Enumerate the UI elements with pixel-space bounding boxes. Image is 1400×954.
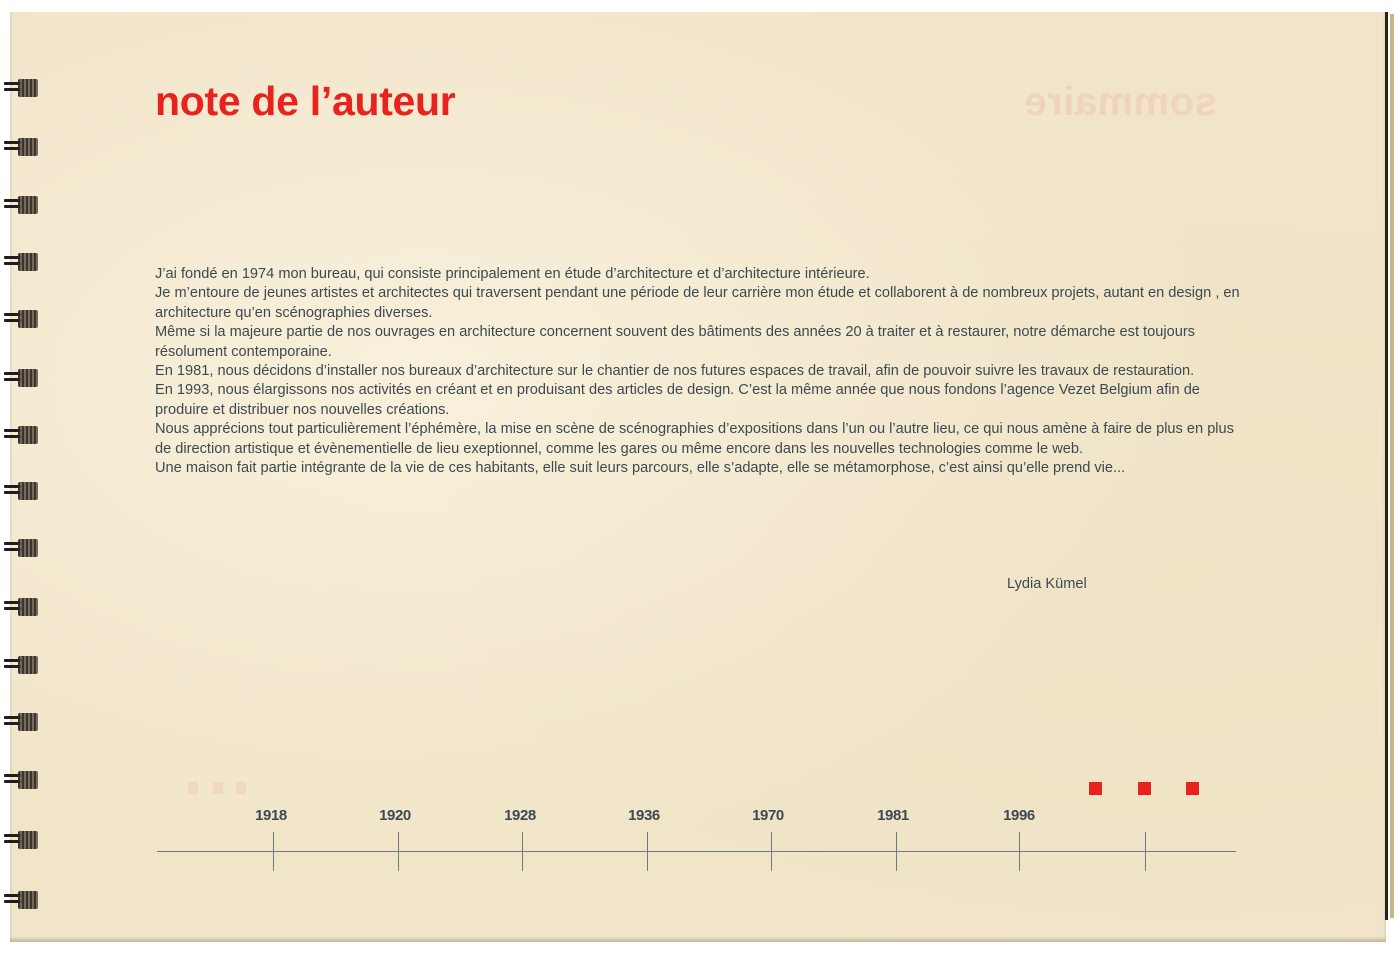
- author-note-body: [155, 265, 1245, 478]
- spiral-ring-icon: [4, 367, 40, 389]
- bleedthrough-title: sommaire: [1024, 80, 1217, 124]
- timeline-year-label: 1970: [752, 807, 784, 824]
- timeline-year-label: 1981: [877, 807, 909, 824]
- paragraph: Une maison fait partie intégrante de la vie de ces habitants, elle suit leurs parcours, elle s’adapte, elle se métamorphose, c’est ainsi qu’elle prend vie...: [155, 460, 1126, 477]
- timeline-year-label: 1996: [1003, 807, 1035, 824]
- spiral-ring-icon: [4, 136, 40, 158]
- page-edge-shadow: [1390, 14, 1394, 918]
- spiral-ring-icon: [4, 251, 40, 273]
- timeline-year-label: 1918: [255, 807, 287, 824]
- spiral-ring-icon: [4, 711, 40, 733]
- timeline-year-label: 1928: [504, 807, 536, 824]
- spiral-ring-icon: [4, 537, 40, 559]
- paragraph: Nous apprécions tout particulièrement l’éphémère, la mise en scène de scénographies d’expositions dans l’un ou l’autre lieu, ce qui nous amène à faire de plus en plus de direction artistique et évènementielle de lieu exeptionnel, comme les gares ou même encore dans les nouvelles technologies comme le web.: [155, 421, 1234, 457]
- spiral-ring-icon: [4, 596, 40, 618]
- paragraph: En 1993, nous élargissons nos activités en créant et en produisant des articles de design. C’est la même année que nous fondons l’agence Vezet Belgium afin de produire et distribuer nos nouvelles créations.: [155, 382, 1200, 418]
- author-signature: Lydia Kümel: [1007, 576, 1087, 592]
- spiral-ring-icon: [4, 424, 40, 446]
- paragraph: Je m’entoure de jeunes artistes et architectes qui traversent pendant une période de leur carrière mon étude et collaborent à de nombreux projets, autant en design , en architecture qu’en scénographies diverses.: [155, 285, 1240, 321]
- spiral-ring-icon: [4, 889, 40, 911]
- spiral-ring-icon: [4, 308, 40, 330]
- spiral-ring-icon: [4, 829, 40, 851]
- paragraph: En 1981, nous décidons d’installer nos bureaux d’architecture sur le chantier de nos futures espaces de travail, afin de pouvoir suivre les travaux de restauration.: [155, 363, 1195, 380]
- spiral-ring-icon: [4, 654, 40, 676]
- spiral-ring-icon: [4, 480, 40, 502]
- spiral-ring-icon: [4, 769, 40, 791]
- timeline-year-label: 1920: [379, 807, 411, 824]
- page-title: note de l’auteur: [155, 78, 456, 124]
- timeline-year-label: 1936: [628, 807, 660, 824]
- page-edge: [1385, 12, 1388, 920]
- paragraph: J’ai fondé en 1974 mon bureau, qui consiste principalement en étude d’architecture et d’architecture intérieure.: [155, 266, 870, 282]
- paragraph: Même si la majeure partie de nos ouvrages en architecture concernent souvent des bâtiments des années 20 à traiter et à restaurer, notre démarche est toujours résolument contemporaine.: [155, 324, 1195, 360]
- spiral-ring-icon: [4, 194, 40, 216]
- spiral-ring-icon: [4, 77, 40, 99]
